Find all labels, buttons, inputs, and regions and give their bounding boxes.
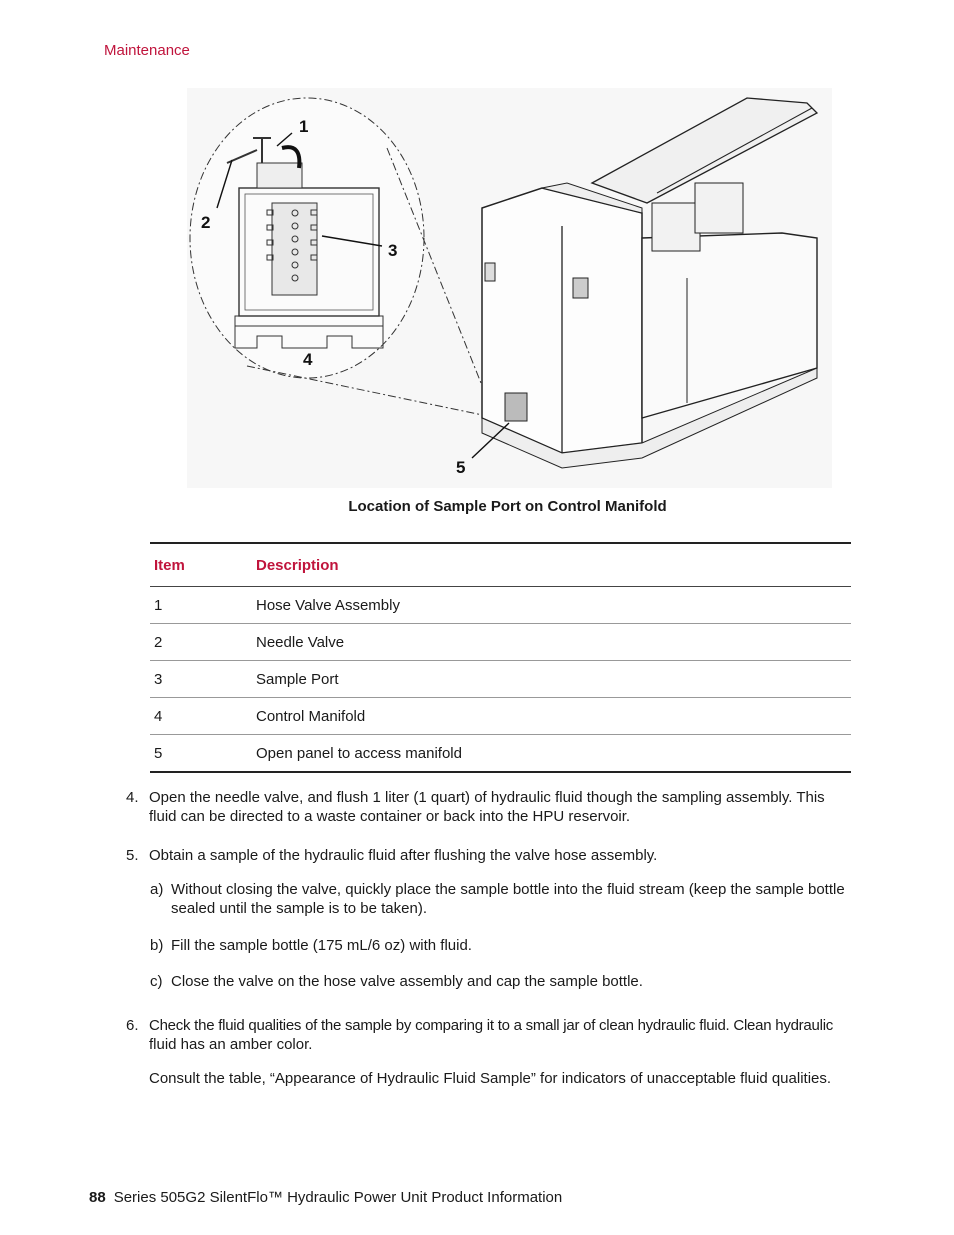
- description-cell: Needle Valve: [252, 624, 851, 661]
- table-row: [150, 624, 851, 661]
- step-4-line-1: Open the needle valve, and flush 1 liter (1 quart) of hydraulic fluid though the sampling assembly. This: [149, 789, 825, 806]
- item-cell: 3: [150, 661, 252, 698]
- callout-3: 3: [388, 241, 398, 260]
- table-header-row: [150, 543, 851, 587]
- parts-table: [150, 542, 851, 773]
- callout-5: 5: [456, 458, 466, 477]
- step-6-line-2: fluid has an amber color.: [149, 1036, 313, 1053]
- step-6-number: 6.: [126, 1017, 139, 1034]
- table-row: [150, 587, 851, 624]
- figure-caption: Location of Sample Port on Control Manifold: [348, 498, 667, 515]
- callout-4: 4: [303, 350, 313, 369]
- step-5b-text: Fill the sample bottle (175 mL/6 oz) with fluid.: [171, 937, 472, 954]
- hpu-drawing: [187, 88, 832, 488]
- table-row: [150, 698, 851, 735]
- step-5-number: 5.: [126, 847, 139, 864]
- figure-hpu-illustration: [187, 88, 832, 488]
- step-5c-text: Close the valve on the hose valve assembly and cap the sample bottle.: [171, 973, 643, 990]
- step-6-line-1: Check the fluid qualities of the sample by comparing it to a small jar of clean hydraulic fluid. Clean hydraulic: [149, 1017, 834, 1034]
- column-header-item: Item: [150, 543, 252, 587]
- table-row: [150, 661, 851, 698]
- step-5a-marker: a): [150, 881, 164, 898]
- step-4-number: 4.: [126, 789, 139, 806]
- description-cell: Open panel to access manifold: [252, 735, 851, 773]
- item-cell: 2: [150, 624, 252, 661]
- page-number: 88: [89, 1189, 106, 1206]
- column-header-description: Description: [252, 543, 851, 587]
- step-5a-line-2: sealed until the sample is to be taken).: [171, 900, 427, 917]
- step-5b-marker: b): [150, 937, 164, 954]
- document-title: Series 505G2 SilentFlo™ Hydraulic Power Unit Product Information: [113, 1189, 563, 1206]
- section-header: Maintenance: [104, 42, 190, 59]
- step-4-line-2: fluid can be directed to a waste container or back into the HPU reservoir.: [149, 808, 631, 825]
- step-5a-line-1: Without closing the valve, quickly place the sample bottle into the fluid stream (keep the sample bottle: [171, 881, 845, 898]
- page-footer: [89, 1189, 562, 1206]
- callout-2: 2: [201, 213, 211, 232]
- item-cell: 1: [150, 587, 252, 624]
- table-row: [150, 735, 851, 773]
- step-6-note: Consult the table, “Appearance of Hydraulic Fluid Sample” for indicators of unacceptable fluid qualities.: [149, 1070, 832, 1087]
- item-cell: 4: [150, 698, 252, 735]
- description-cell: Control Manifold: [252, 698, 851, 735]
- description-cell: Sample Port: [252, 661, 851, 698]
- item-cell: 5: [150, 735, 252, 773]
- description-cell: Hose Valve Assembly: [252, 587, 851, 624]
- callout-1: 1: [299, 117, 309, 136]
- step-5c-marker: c): [150, 973, 163, 990]
- step-5-text: Obtain a sample of the hydraulic fluid after flushing the valve hose assembly.: [149, 847, 658, 864]
